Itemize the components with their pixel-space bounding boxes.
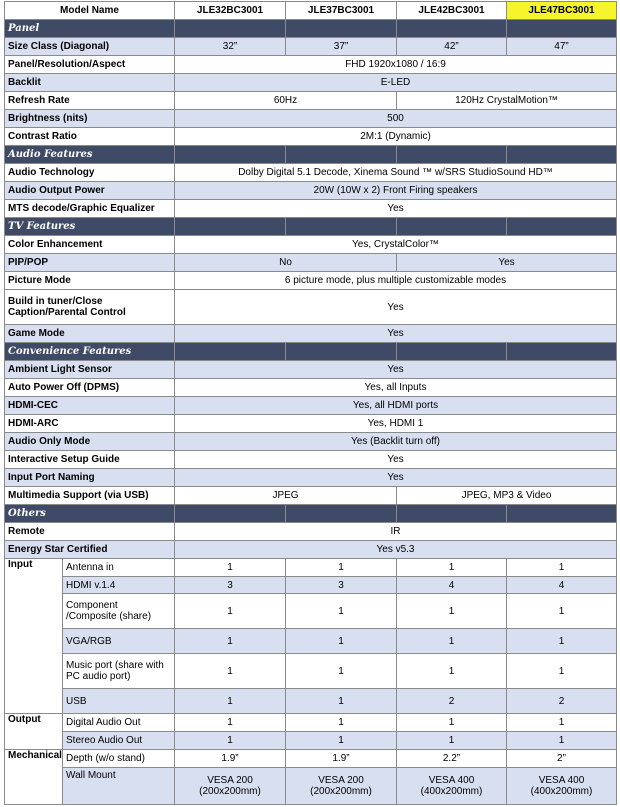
row-setup-guide: Interactive Setup Guide Yes <box>5 451 617 469</box>
row-pip: PIP/POP No Yes <box>5 254 617 272</box>
row-dpms: Auto Power Off (DPMS) Yes, all Inputs <box>5 379 617 397</box>
spec-table <box>4 1 617 805</box>
section-others: Others <box>5 505 617 523</box>
row-mts: MTS decode/Graphic Equalizer Yes <box>5 200 617 218</box>
section-panel: Panel <box>5 20 617 38</box>
model-col-4-highlighted: JLE47BC3001 <box>507 2 617 20</box>
mechanical-group-label: Mechanical <box>5 750 63 805</box>
row-brightness: Brightness (nits) 500 <box>5 110 617 128</box>
row-hdmi-arc: HDMI-ARC Yes, HDMI 1 <box>5 415 617 433</box>
row-picture-mode: Picture Mode 6 picture mode, plus multiple customizable modes <box>5 272 617 290</box>
row-output-stereo: Stereo Audio Out 1 1 1 1 <box>5 732 617 750</box>
row-resolution: Panel/Resolution/Aspect FHD 1920x1080 / 16:9 <box>5 56 617 74</box>
row-audio-technology: Audio Technology Dolby Digital 5.1 Decode, Xinema Sound ™ w/SRS StudioSound HD™ <box>5 164 617 182</box>
row-ambient: Ambient Light Sensor Yes <box>5 361 617 379</box>
section-convenience: Convenience Features <box>5 343 617 361</box>
row-refresh-rate: Refresh Rate 60Hz 120Hz CrystalMotion™ <box>5 92 617 110</box>
model-col-3: JLE42BC3001 <box>397 2 507 20</box>
row-input-usb: USB 1 1 2 2 <box>5 689 617 714</box>
model-col-1: JLE32BC3001 <box>175 2 286 20</box>
row-input-music-port: Music port (share with PC audio port) 1 1 1 1 <box>5 654 617 689</box>
input-group-label: Input <box>5 559 63 714</box>
row-contrast: Contrast Ratio 2M:1 (Dynamic) <box>5 128 617 146</box>
row-input-antenna: Input Antenna in 1 1 1 1 <box>5 559 617 577</box>
row-input-hdmi: HDMI v.1.4 3 3 4 4 <box>5 577 617 594</box>
row-game-mode: Game Mode Yes <box>5 325 617 343</box>
row-multimedia: Multimedia Support (via USB) JPEG JPEG, MP3 & Video <box>5 487 617 505</box>
row-tuner: Build in tuner/Close Caption/Parental Control Yes <box>5 290 617 325</box>
row-color-enhancement: Color Enhancement Yes, CrystalColor™ <box>5 236 617 254</box>
output-group-label: Output <box>5 714 63 750</box>
header-row <box>5 2 617 20</box>
model-col-2: JLE37BC3001 <box>286 2 397 20</box>
row-input-vga: VGA/RGB 1 1 1 1 <box>5 629 617 654</box>
row-input-component: Component /Composite (share) 1 1 1 1 <box>5 594 617 629</box>
section-audio: Audio Features <box>5 146 617 164</box>
row-size-class: Size Class (Diagonal) 32” 37” 42” 47” <box>5 38 617 56</box>
row-port-naming: Input Port Naming Yes <box>5 469 617 487</box>
row-energy-star: Energy Star Certified Yes v5.3 <box>5 541 617 559</box>
row-mech-wall-mount: Wall Mount VESA 200 (200x200mm) VESA 200 (200x200mm) VESA 400 (400x200mm) VESA 400 (400x200mm) <box>5 768 617 805</box>
row-mech-depth: Mechanical Depth (w/o stand) 1.9” 1.9” 2.2” 2” <box>5 750 617 768</box>
model-name-header: Model Name <box>5 2 175 20</box>
row-remote: Remote IR <box>5 523 617 541</box>
row-output-digital: Output Digital Audio Out 1 1 1 1 <box>5 714 617 732</box>
row-hdmi-cec: HDMI-CEC Yes, all HDMI ports <box>5 397 617 415</box>
row-audio-only: Audio Only Mode Yes (Backlit turn off) <box>5 433 617 451</box>
row-audio-output: Audio Output Power 20W (10W x 2) Front Firing speakers <box>5 182 617 200</box>
row-backlit: Backlit E-LED <box>5 74 617 92</box>
section-tv: TV Features <box>5 218 617 236</box>
